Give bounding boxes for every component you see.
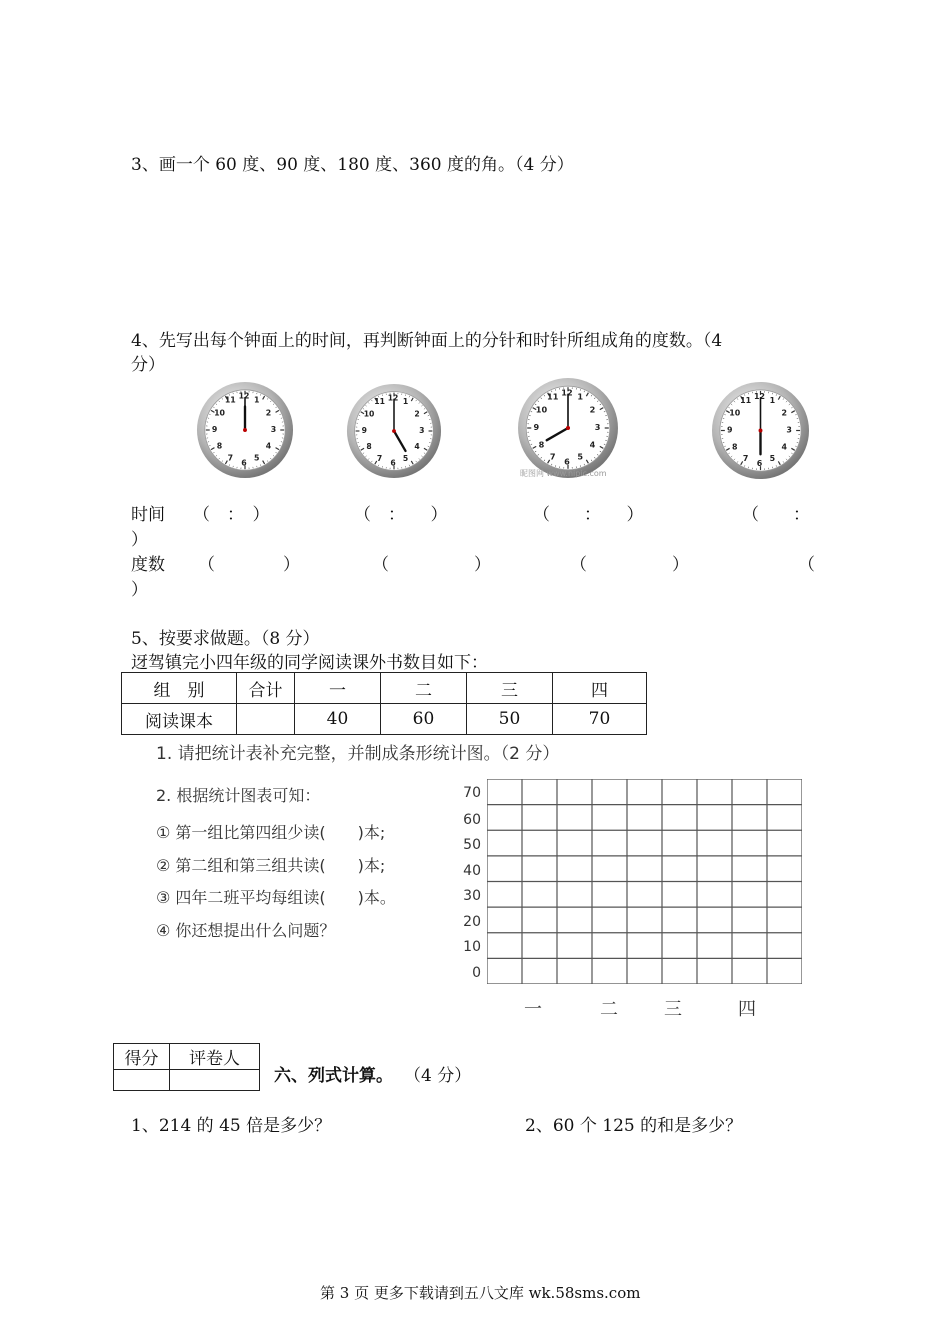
header-total: 合计 [237, 673, 295, 704]
svg-text:6: 6 [241, 458, 247, 468]
svg-text:11: 11 [374, 397, 385, 407]
svg-text:7: 7 [549, 451, 556, 462]
svg-text:7: 7 [227, 453, 234, 463]
svg-text:8: 8 [366, 442, 372, 452]
x-tick: 四 [738, 999, 756, 1020]
clock-face-4 [711, 381, 810, 480]
svg-text:10: 10 [535, 404, 548, 415]
problem-2: 2、60 个 125 的和是多少？ [525, 1116, 743, 1136]
degree-wrap: ） [131, 580, 148, 600]
svg-text:4: 4 [781, 442, 788, 452]
page-footer: 第 3 页 更多下载请到五八文库 wk.58sms.com [320, 1284, 641, 1302]
question-4-line2: 分） [131, 355, 165, 375]
section-6-points: （4 分） [404, 1066, 472, 1086]
table-header-row [122, 673, 647, 704]
degree-blank-1: （ ） [198, 555, 300, 575]
time-blank-4: （ ： [742, 505, 810, 525]
svg-text:6: 6 [564, 456, 570, 467]
svg-text:10: 10 [214, 408, 225, 418]
svg-text:9: 9 [211, 424, 218, 434]
svg-text:1: 1 [254, 395, 260, 405]
grader-cell[interactable] [170, 1070, 260, 1091]
x-tick: 二 [600, 999, 618, 1020]
svg-text:5: 5 [402, 453, 409, 463]
degree-blank-3: （ ） [570, 555, 689, 575]
degree-blank-2: （ ） [372, 555, 491, 575]
section-6-title: 六、列式计算。 [274, 1066, 393, 1086]
x-tick: 三 [664, 999, 682, 1020]
svg-text:5: 5 [254, 453, 260, 463]
y-tick: 20 [463, 914, 481, 930]
header-g4: 四 [553, 673, 647, 704]
sub-question-2: 2. 根据统计图表可知： [156, 786, 321, 805]
y-tick: 0 [472, 965, 481, 981]
x-tick: 一 [524, 999, 542, 1020]
question-5-title: 5、按要求做题。（8 分） [131, 629, 320, 649]
header-g1: 一 [295, 673, 381, 704]
svg-text:7: 7 [376, 453, 383, 463]
reading-table [121, 672, 647, 735]
svg-text:10: 10 [363, 409, 375, 419]
svg-text:2: 2 [265, 408, 272, 418]
y-tick: 40 [463, 863, 481, 879]
svg-text:11: 11 [224, 395, 236, 405]
question-item-3: ③ 四年二班平均每组读( )本。 [156, 888, 396, 907]
time-label: 时间 [131, 505, 165, 525]
y-tick: 30 [463, 888, 481, 904]
cell-g2: 60 [381, 704, 467, 735]
time-blank-2: （ ： ） [354, 505, 448, 525]
cell-g4: 70 [553, 704, 647, 735]
question-4-line1: 4、先写出每个钟面上的时间，再判断钟面上的分针和时针所组成角的度数。（4 [131, 331, 723, 351]
svg-text:8: 8 [216, 441, 223, 451]
sub-question-1: 1. 请把统计表补充完整，并制成条形统计图。（2 分） [156, 744, 560, 764]
svg-text:1: 1 [577, 391, 584, 402]
time-blank-3: （ ： ） [533, 505, 644, 525]
svg-text:8: 8 [538, 439, 545, 450]
score-header: 得分 [114, 1044, 170, 1070]
header-g3: 三 [467, 673, 553, 704]
y-tick: 50 [463, 837, 481, 853]
svg-text:1: 1 [769, 395, 776, 405]
svg-text:4: 4 [265, 441, 272, 451]
svg-text:3: 3 [270, 424, 277, 434]
table-row [122, 704, 647, 735]
cell-g3: 50 [467, 704, 553, 735]
svg-text:12: 12 [561, 387, 573, 398]
svg-text:8: 8 [732, 442, 738, 452]
problem-1: 1、214 的 45 倍是多少？ [131, 1116, 332, 1136]
degree-label: 度数 [131, 555, 165, 575]
svg-text:7: 7 [742, 454, 749, 464]
header-group: 组 别 [122, 673, 237, 704]
svg-text:12: 12 [238, 391, 250, 401]
svg-text:2: 2 [781, 408, 788, 418]
clock-face-1 [196, 381, 294, 479]
svg-text:4: 4 [414, 442, 420, 452]
time-wrap: ） [131, 530, 148, 550]
score-cell[interactable] [114, 1070, 170, 1091]
row-label: 阅读课本 [122, 704, 237, 735]
svg-text:6: 6 [390, 458, 396, 468]
question-3: 3、画一个 60 度、90 度、180 度、360 度的角。（4 分） [131, 155, 574, 175]
question-5-intro: 迓驾镇完小四年级的同学阅读课外书数目如下： [131, 653, 488, 673]
header-g2: 二 [381, 673, 467, 704]
svg-text:10: 10 [729, 408, 741, 418]
question-item-1: ① 第一组比第四组少读( )本; [156, 823, 386, 842]
clock-face-2 [346, 383, 442, 479]
svg-text:11: 11 [547, 391, 559, 402]
svg-text:2: 2 [414, 409, 420, 419]
svg-text:3: 3 [419, 425, 425, 435]
svg-text:6: 6 [756, 459, 763, 469]
cell-total[interactable] [237, 704, 295, 735]
svg-text:9: 9 [361, 425, 367, 435]
svg-text:3: 3 [594, 422, 601, 433]
degree-blank-4: （ [798, 555, 815, 575]
bar-chart-grid[interactable] [487, 779, 802, 984]
grader-header: 评卷人 [170, 1044, 260, 1070]
svg-text:5: 5 [577, 451, 584, 462]
y-tick: 10 [463, 939, 481, 955]
y-tick: 70 [463, 785, 481, 801]
watermark: 昵图网 www.nipic.com [520, 469, 607, 478]
y-tick: 60 [463, 812, 481, 828]
clock-face-3 [517, 377, 619, 479]
svg-text:12: 12 [754, 391, 766, 401]
score-box [113, 1043, 260, 1091]
question-item-4: ④ 你还想提出什么问题？ [156, 921, 336, 940]
svg-text:3: 3 [786, 425, 792, 435]
svg-text:12: 12 [387, 393, 399, 403]
cell-g1: 40 [295, 704, 381, 735]
svg-text:9: 9 [727, 425, 733, 435]
question-item-2: ② 第二组和第三组共读( )本; [156, 856, 386, 875]
svg-text:5: 5 [769, 454, 776, 464]
svg-text:1: 1 [402, 397, 409, 407]
svg-text:11: 11 [740, 395, 752, 405]
time-blank-1: （ ： ） [193, 505, 270, 525]
svg-text:9: 9 [533, 422, 540, 433]
svg-text:4: 4 [589, 439, 596, 450]
svg-text:2: 2 [589, 404, 596, 415]
